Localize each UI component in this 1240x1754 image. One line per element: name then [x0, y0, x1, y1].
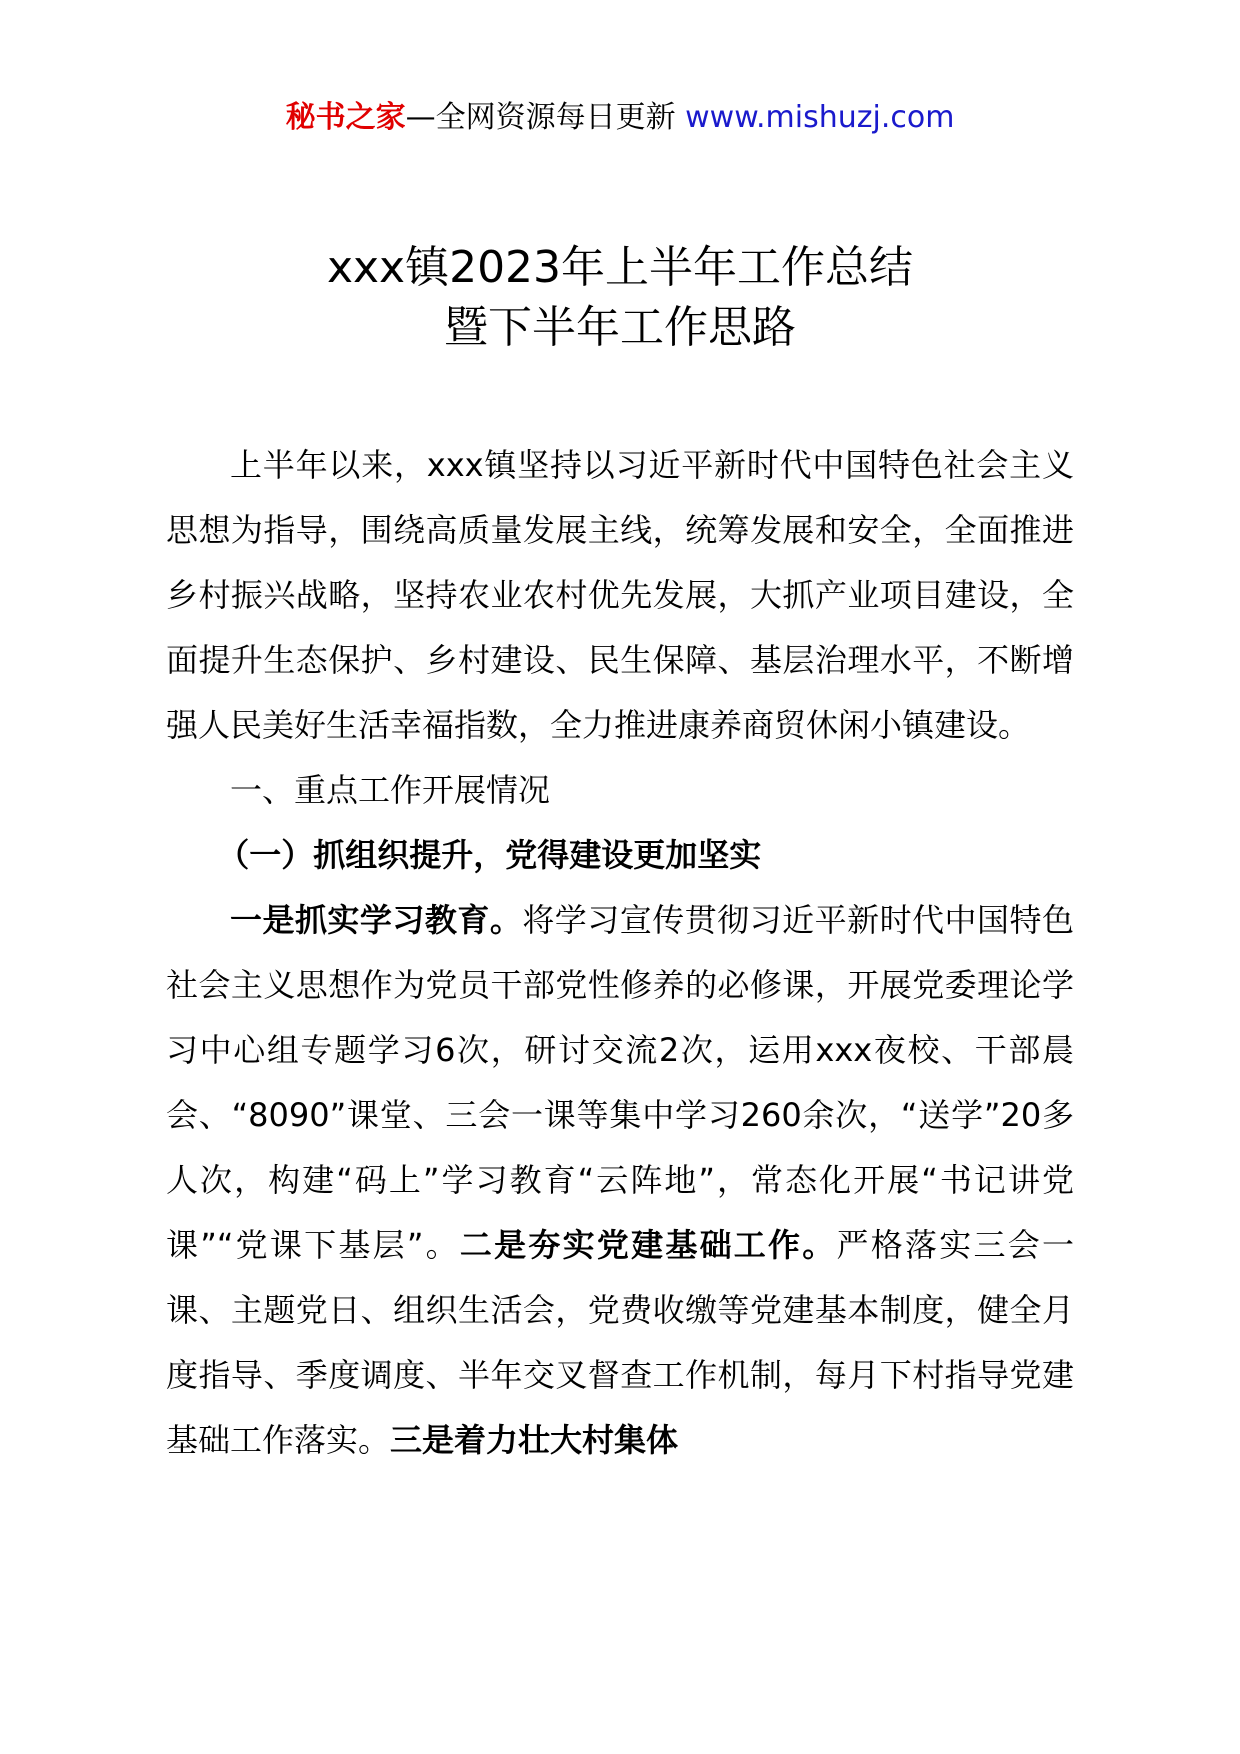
site-header — [0, 98, 1240, 138]
section-heading: 一、重点工作开展情况 — [230, 771, 551, 809]
site-url-link[interactable]: www.mishuzj.com — [685, 100, 955, 135]
item-1-lead: 一是抓实学习教育。 — [230, 901, 523, 939]
item-3-lead: 三是着力壮大村集体 — [390, 1421, 679, 1459]
site-brand: 秘书之家 — [285, 100, 406, 135]
subsection-heading: （一）抓组织提升，党得建设更加坚实 — [217, 836, 762, 874]
document-body — [166, 433, 1074, 1473]
item-1-text: 将学习宣传贯彻习近平新时代中国特色社会主义思想作为党员干部党性修养的必修课，开展党委理论学习中心组专题学习6次，研讨交流2次，运用xxx夜校、干部晨会、“8090”课堂、三会一课等集中学习260余次，“送学”20多人次，构建“码上”学习教育“云阵地”，常态化开展“书记讲党课”“党课下基层”。 — [166, 901, 1074, 1264]
site-tagline: —全网资源每日更新 — [405, 100, 676, 135]
document-title — [0, 238, 1240, 358]
title-line-2: 暨下半年工作思路 — [444, 302, 796, 353]
title-line-1: xxx镇2023年上半年工作总结 — [326, 242, 914, 293]
intro-paragraph: 上半年以来，xxx镇坚持以习近平新时代中国特色社会主义思想为指导，围绕高质量发展主线，统筹发展和安全，全面推进乡村振兴战略，坚持农业农村优先发展，大抓产业项目建设，全面提升生态保护、乡村建设、民生保障、基层治理水平，不断增强人民美好生活幸福指数，全力推进康养商贸休闲小镇建设。 — [166, 446, 1074, 744]
item-2-lead: 二是夯实党建基础工作。 — [459, 1226, 837, 1264]
work-paragraph — [166, 888, 1074, 1473]
item-2-text: 严格落实三会一课、主题党日、组织生活会，党费收缴等党建基本制度，健全月度指导、季度调度、半年交叉督查工作机制，每月下村指导党建基础工作落实。 — [166, 1226, 1074, 1459]
